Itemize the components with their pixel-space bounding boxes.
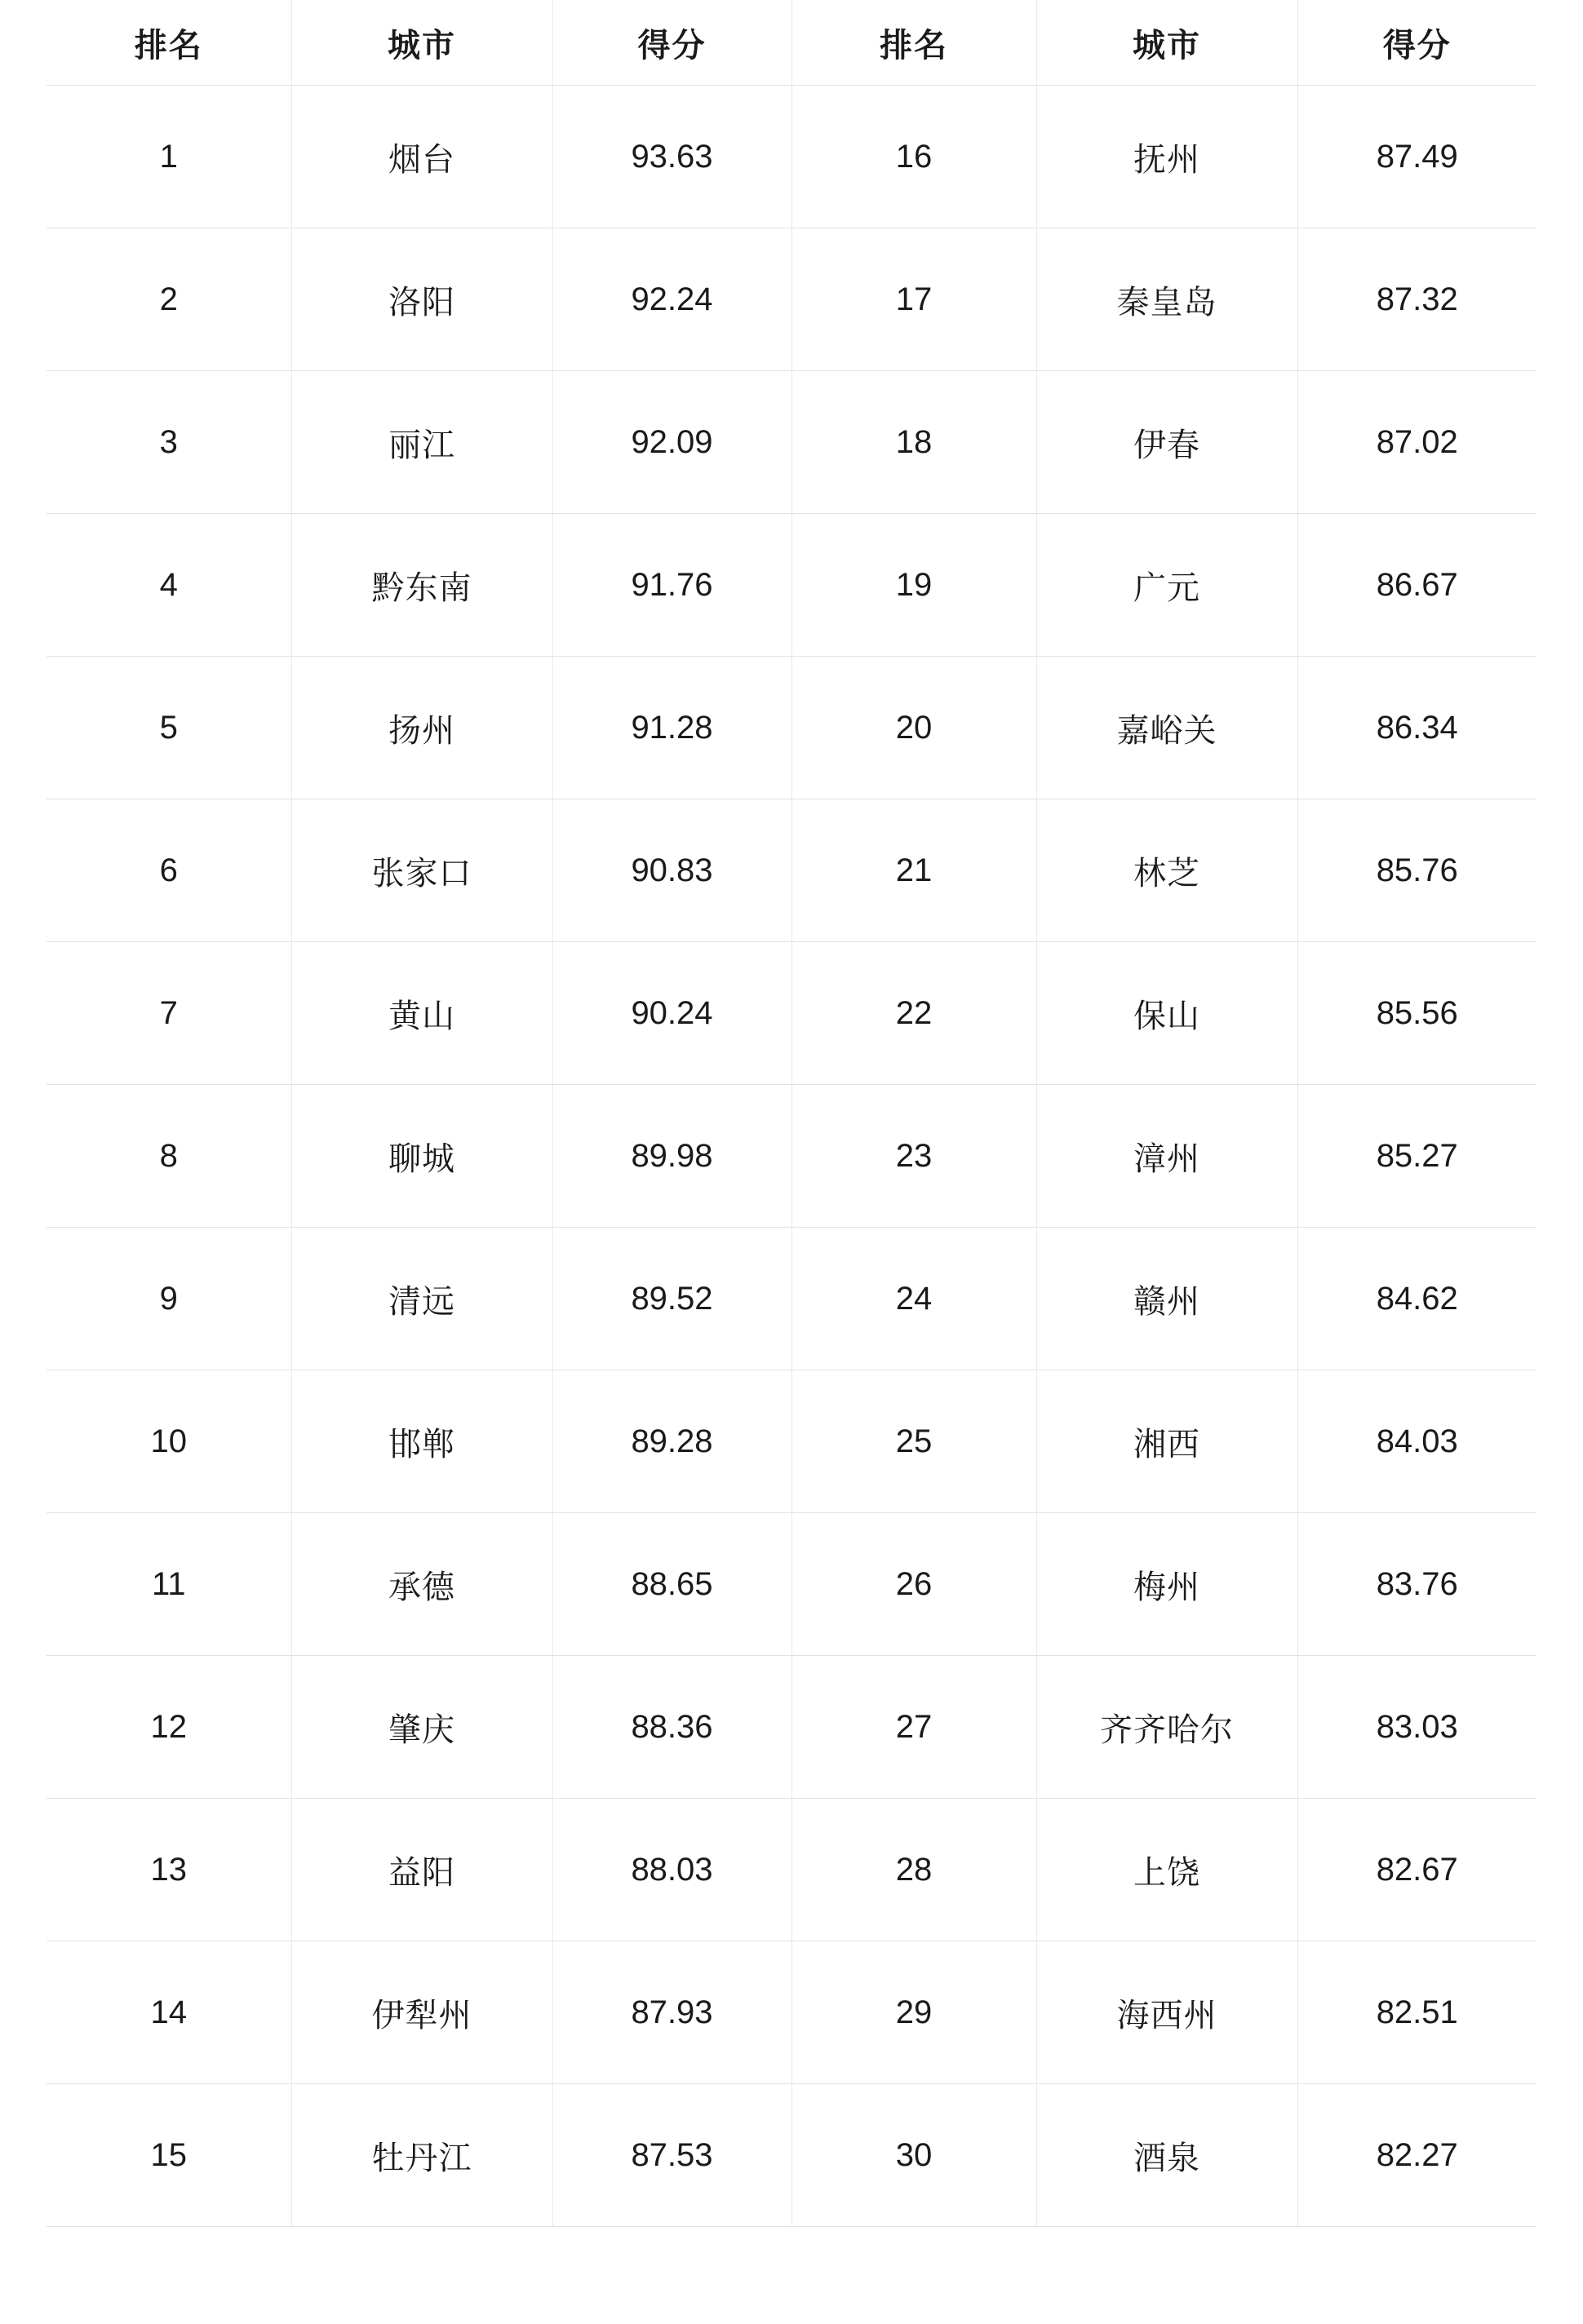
cell-city-left: 伊犁州 [291,1941,552,2084]
cell-rank-left: 10 [47,1370,291,1513]
cell-score-left: 87.53 [552,2084,792,2227]
cell-city-left: 聊城 [291,1085,552,1228]
cell-city-right: 酒泉 [1036,2084,1297,2227]
cell-score-left: 90.83 [552,799,792,942]
cell-rank-right: 20 [792,657,1036,799]
cell-rank-left: 2 [47,228,291,371]
cell-rank-right: 26 [792,1513,1036,1656]
cell-score-right: 83.76 [1297,1513,1536,1656]
cell-city-left: 洛阳 [291,228,552,371]
cell-rank-right: 28 [792,1799,1036,1941]
cell-score-left: 93.63 [552,86,792,228]
cell-score-right: 83.03 [1297,1656,1536,1799]
column-header-rank-right: 排名 [792,0,1036,86]
table-row [47,1799,1536,1941]
table-body [47,86,1536,2227]
cell-city-right: 广元 [1036,514,1297,657]
table-row [47,1370,1536,1513]
cell-city-left: 烟台 [291,86,552,228]
column-header-city-right: 城市 [1036,0,1297,86]
cell-rank-right: 30 [792,2084,1036,2227]
cell-city-left: 邯郸 [291,1370,552,1513]
cell-city-right: 抚州 [1036,86,1297,228]
cell-score-left: 91.76 [552,514,792,657]
table-row [47,1941,1536,2084]
cell-rank-left: 12 [47,1656,291,1799]
cell-rank-left: 4 [47,514,291,657]
cell-city-left: 丽江 [291,371,552,514]
cell-city-left: 承德 [291,1513,552,1656]
cell-score-right: 82.67 [1297,1799,1536,1941]
cell-score-right: 87.32 [1297,228,1536,371]
cell-city-right: 海西州 [1036,1941,1297,2084]
cell-city-right: 秦皇岛 [1036,228,1297,371]
cell-rank-right: 24 [792,1228,1036,1370]
column-header-score-right: 得分 [1297,0,1536,86]
cell-city-right: 齐齐哈尔 [1036,1656,1297,1799]
cell-score-left: 89.28 [552,1370,792,1513]
cell-score-left: 92.24 [552,228,792,371]
table-row [47,942,1536,1085]
cell-city-right: 伊春 [1036,371,1297,514]
cell-city-left: 清远 [291,1228,552,1370]
cell-score-right: 84.03 [1297,1370,1536,1513]
cell-score-right: 85.27 [1297,1085,1536,1228]
table-row [47,514,1536,657]
cell-rank-left: 6 [47,799,291,942]
cell-rank-right: 21 [792,799,1036,942]
cell-rank-right: 23 [792,1085,1036,1228]
cell-city-right: 湘西 [1036,1370,1297,1513]
cell-score-left: 89.98 [552,1085,792,1228]
table-row [47,371,1536,514]
cell-rank-left: 9 [47,1228,291,1370]
table-row [47,86,1536,228]
cell-score-left: 91.28 [552,657,792,799]
cell-rank-right: 17 [792,228,1036,371]
cell-city-right: 梅州 [1036,1513,1297,1656]
cell-city-left: 扬州 [291,657,552,799]
cell-city-right: 上饶 [1036,1799,1297,1941]
cell-rank-right: 29 [792,1941,1036,2084]
cell-city-left: 张家口 [291,799,552,942]
cell-city-right: 赣州 [1036,1228,1297,1370]
cell-rank-left: 14 [47,1941,291,2084]
cell-score-left: 88.65 [552,1513,792,1656]
cell-city-left: 黄山 [291,942,552,1085]
table-row [47,2084,1536,2227]
cell-rank-right: 27 [792,1656,1036,1799]
cell-rank-left: 13 [47,1799,291,1941]
table-row [47,799,1536,942]
cell-city-right: 嘉峪关 [1036,657,1297,799]
table-row [47,657,1536,799]
column-header-score-left: 得分 [552,0,792,86]
cell-score-left: 90.24 [552,942,792,1085]
cell-score-right: 86.34 [1297,657,1536,799]
table-header-row [47,0,1536,86]
cell-score-left: 92.09 [552,371,792,514]
cell-rank-right: 16 [792,86,1036,228]
cell-score-right: 82.51 [1297,1941,1536,2084]
cell-city-left: 益阳 [291,1799,552,1941]
cell-city-right: 漳州 [1036,1085,1297,1228]
cell-rank-left: 15 [47,2084,291,2227]
column-header-rank-left: 排名 [47,0,291,86]
cell-city-left: 牡丹江 [291,2084,552,2227]
cell-score-right: 84.62 [1297,1228,1536,1370]
cell-score-right: 85.76 [1297,799,1536,942]
cell-rank-right: 25 [792,1370,1036,1513]
table-row [47,1513,1536,1656]
cell-score-left: 88.36 [552,1656,792,1799]
cell-city-right: 林芝 [1036,799,1297,942]
cell-rank-left: 8 [47,1085,291,1228]
cell-rank-right: 18 [792,371,1036,514]
cell-rank-left: 3 [47,371,291,514]
city-score-ranking-table [47,0,1536,2227]
column-header-city-left: 城市 [291,0,552,86]
cell-score-right: 82.27 [1297,2084,1536,2227]
cell-score-left: 89.52 [552,1228,792,1370]
cell-rank-left: 11 [47,1513,291,1656]
cell-city-right: 保山 [1036,942,1297,1085]
cell-score-right: 85.56 [1297,942,1536,1085]
table-row [47,1656,1536,1799]
cell-score-right: 86.67 [1297,514,1536,657]
cell-score-left: 88.03 [552,1799,792,1941]
cell-city-left: 黔东南 [291,514,552,657]
cell-score-right: 87.49 [1297,86,1536,228]
cell-rank-right: 19 [792,514,1036,657]
cell-score-right: 87.02 [1297,371,1536,514]
table-row [47,1085,1536,1228]
table-row [47,1228,1536,1370]
cell-city-left: 肇庆 [291,1656,552,1799]
cell-rank-right: 22 [792,942,1036,1085]
cell-rank-left: 1 [47,86,291,228]
cell-rank-left: 7 [47,942,291,1085]
cell-rank-left: 5 [47,657,291,799]
table-row [47,228,1536,371]
cell-score-left: 87.93 [552,1941,792,2084]
